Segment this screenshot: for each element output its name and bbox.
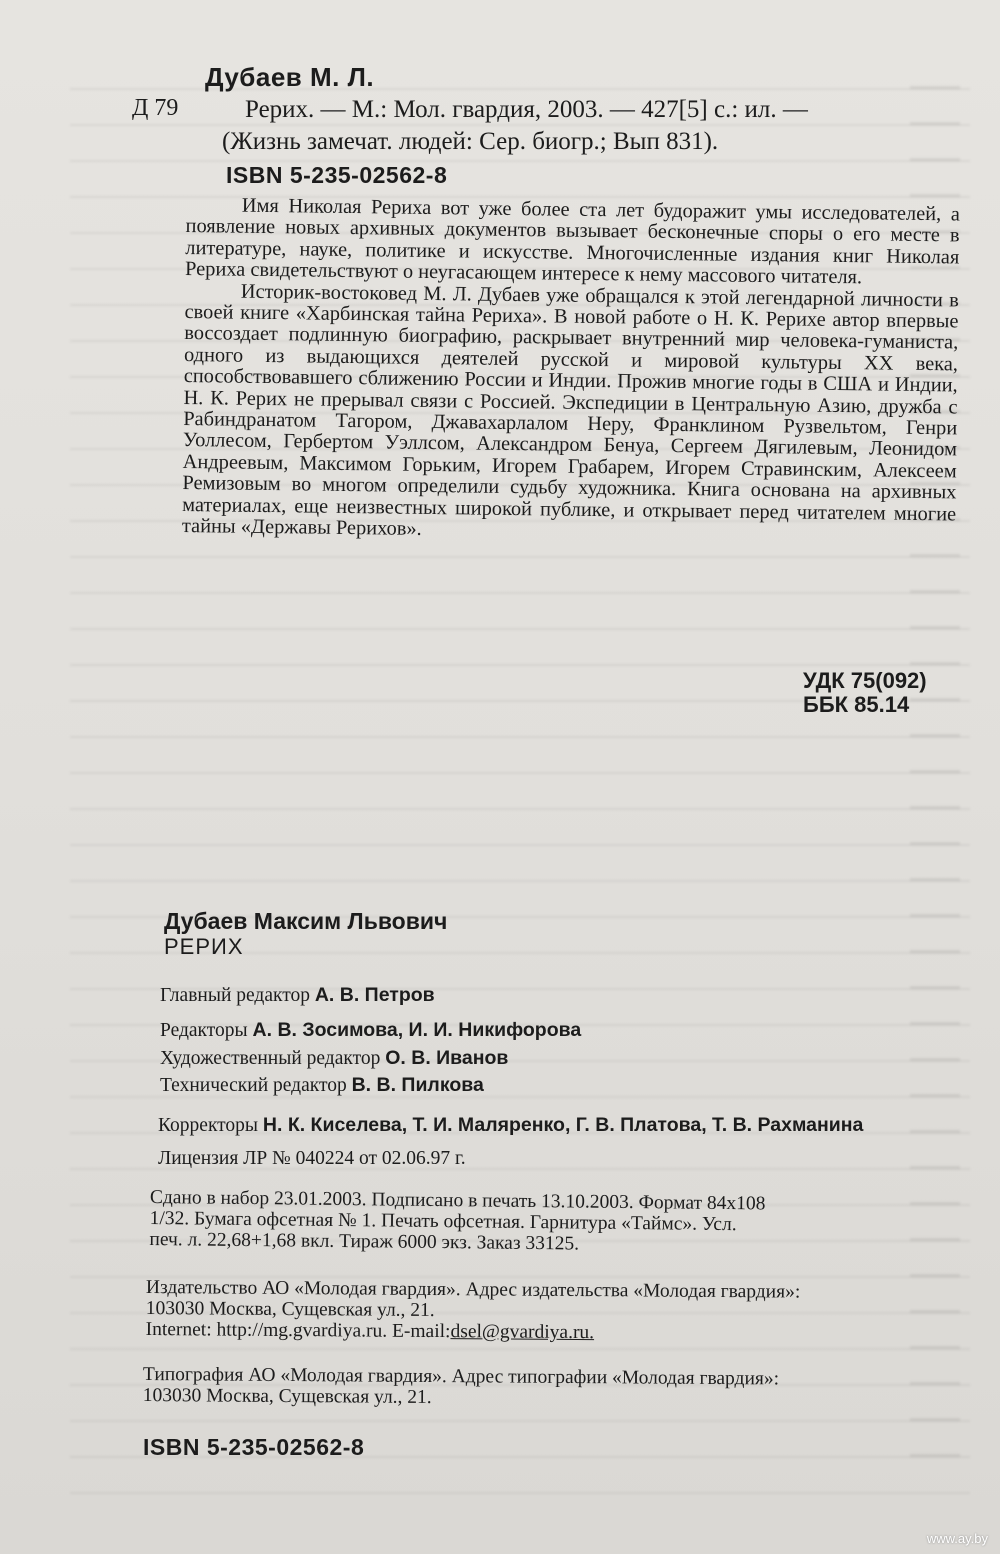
publisher-line-1: Издательство АО «Молодая гвардия». Адрес издательства «Молодая гвардия»: [145,1277,801,1303]
udk-code: УДК 75(092) [803,668,927,693]
catalog-code: Д 79 [132,95,179,121]
annotation-paragraph-1: Имя Николая Рериха вот уже более ста лет будоражит умы исследователей, а появление новых архивных документов вызывает бесконечные споры о его месте в литературе, науке, политике и искусстве. Многочисленные издания книг Николая Рериха свидетельствуют о неугасающем интересе к нему массового читателя. [184,194,960,289]
license: Лицензия ЛР № 040224 от 02.06.97 г. [158,1148,466,1169]
print-details [149,1187,940,1258]
email-link[interactable]: dsel@gvardiya.ru. [450,1321,595,1344]
credit-editors [160,1019,581,1042]
credit-names: А. В. Зосимова, И. И. Никифорова [252,1019,582,1041]
bibliographic-line-1: Рерих. — М.: Мол. гвардия, 2003. — 427[5] с.: ил. — [245,96,808,123]
credit-role: Редакторы [160,1020,248,1041]
internet-prefix: Internet: http://mg.gvardiya.ru. E-mail: [145,1318,451,1343]
imprint-title: РЕРИХ [164,934,244,959]
printer-info [143,1364,943,1412]
bbk-code: ББК 85.14 [803,692,910,717]
print-details-line-1: Сдано в набор 23.01.2003. Подписано в печать 13.10.2003. Формат 84x108 [149,1187,766,1215]
imprint-author: Дубаев Максим Львович [164,908,448,934]
credit-names: Н. К. Киселева, Т. И. Маляренко, Г. В. Платова, Т. В. Рахманина [262,1114,864,1136]
watermark: www.ay.by [926,1531,988,1546]
credit-technical-editor [160,1074,484,1097]
publisher-internet [146,1319,946,1346]
credit-role: Технический редактор [160,1075,347,1096]
print-details-line-2: 1/32. Бумага офсетная № 1. Печать офсетная. Гарнитура «Таймс». Усл. [149,1207,737,1236]
credit-names: О. В. Иванов [385,1047,509,1069]
credit-art-editor [160,1047,508,1070]
credit-role: Корректоры [158,1115,259,1136]
isbn-bottom: ISBN 5-235-02562-8 [143,1434,365,1460]
annotation-paragraph-2: Историк-востоковед М. Л. Дубаев уже обращался к этой легендарной личности в своей книге «Харбинская тайна Рериха». В новой работе о Н. К. Рерихе автор впервые воссоздает подлинную биографию, раскрывает внутренний мир человека-гуманиста, одного из выдающихся деятелей русской и мировой культуры XX века, способствовавшего сближению России и Индии. Прожив многие годы в США и Индии, Н. К. Рерих не прерывал связи с Россией. Экспедиции в Центральную Азию, дружба с Рабиндранатом Тагором, Джавахарлалом Неру, Франклином Рузвельтом, Генри Уоллесом, Гербертом Уэллсом, Александром Бенуа, Сергеем Дягилевым, Леонидом Андреевым, Максимом Горьким, Игорем Грабарем, Игорем Стравинским, Алексеем Ремизовым во многом определили судьбу художника. Книга основана на архивных материалах, еще неизвестных широкой публике, и открывает перед читателем многие тайны «Державы Рерихов». [181,280,959,540]
credit-role: Главный редактор [160,985,310,1006]
annotation [182,195,960,547]
credit-role: Художественный редактор [160,1048,381,1069]
printer-line-2: 103030 Москва, Сущевская ул., 21. [142,1384,432,1409]
publisher-line-2: 103030 Москва, Сущевская ул., 21. [145,1297,435,1322]
isbn-top: ISBN 5-235-02562-8 [226,162,448,188]
credit-names: А. В. Петров [314,984,435,1006]
printer-line-1: Типография АО «Молодая гвардия». Адрес типографии «Молодая гвардия»: [142,1364,780,1390]
catalog-author: Дубаев М. Л. [205,62,375,92]
bibliographic-line-2: (Жизнь замечат. людей: Сер. биогр.; Вып 831). [222,128,719,155]
publisher-info [146,1277,946,1346]
credit-names: В. В. Пилкова [351,1074,484,1096]
print-details-line-3: печ. л. 22,68+1,68 вкл. Тираж 6000 экз. Заказ 33125. [149,1228,580,1255]
credit-proofreaders [158,1114,863,1137]
credit-chief-editor [160,984,435,1007]
